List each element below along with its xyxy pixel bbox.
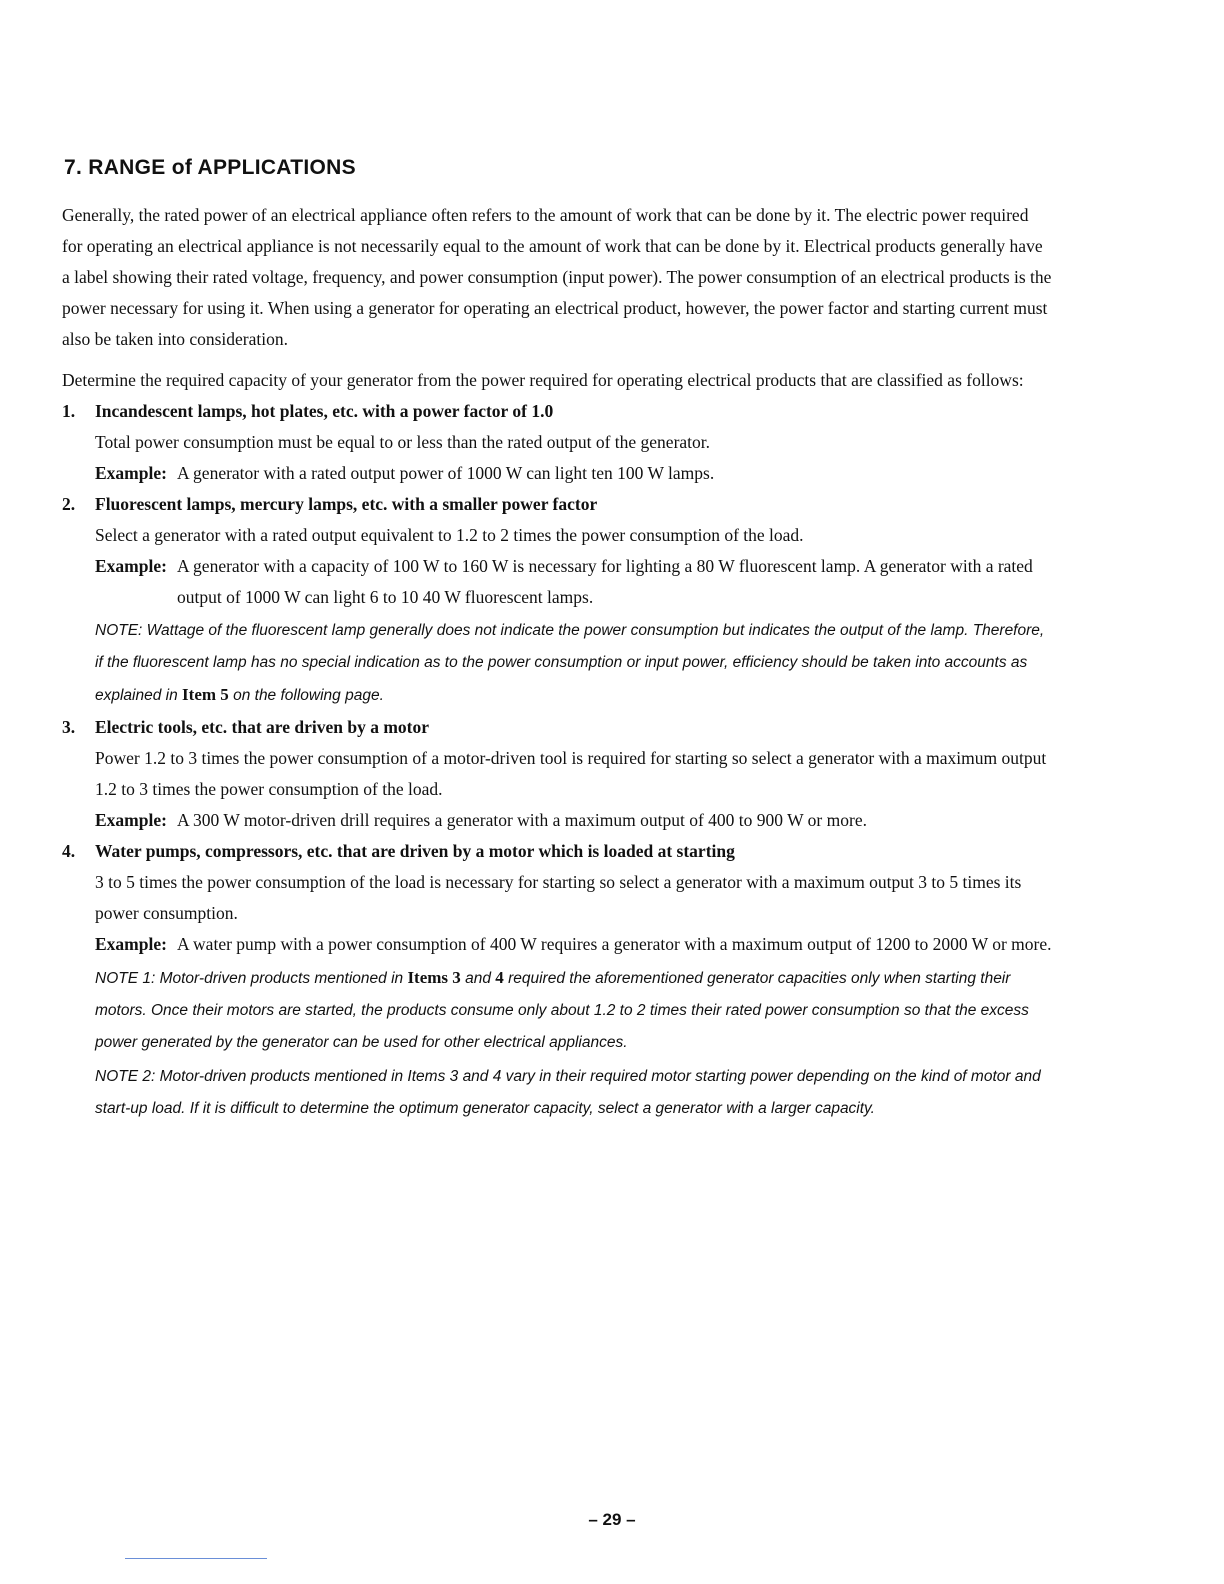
page-number: – 29 – [588,1510,636,1529]
intro-paragraph-1: Generally, the rated power of an electrical appliance often refers to the amount of work that can be done by it. The electric power required for operating an electrical appliance is not necessarily equal to the amount of work that can be done by it. Electrical products generally have a label showing their rated voltage, frequency, and power consumption (input power). The power consumption of an electrical products is the power necessary for using it. When using a generator for operating an electrical product, however, the power factor and starting current must also be taken into consideration. [62,205,1052,349]
item-heading: Incandescent lamps, hot plates, etc. with a power factor of 1.0 [95,401,554,421]
example-label: Example: [95,463,167,483]
item-text: Total power consumption must be equal to or less than the rated output of the generator. [95,432,711,452]
item-note-2: NOTE 2: Motor-driven products mentioned in Items 3 and 4 vary in their required motor starting power depending on the kind of motor and start-up load. If it is difficult to determine the optimum generator capacity, select a generator with a larger capacity. [95,1068,1041,1117]
item-example [95,551,1052,613]
note-text-tail: on the following page. [228,687,384,704]
list-item-1 [62,396,1052,489]
intro-paragraph-2: Determine the required capacity of your generator from the power required for operating electrical products that are classified as follows: [62,370,1024,390]
note-text: NOTE 1: Motor-driven products mentioned in [95,970,408,987]
item-number: 4. [62,841,76,861]
note-text-mid: and [460,970,496,987]
list-item-2 [62,489,1052,712]
item-text: Select a generator with a rated output equivalent to 1.2 to 2 times the power consumption of the load. [95,525,804,545]
item-heading: Water pumps, compressors, etc. that are driven by a motor which is loaded at starting [95,841,735,861]
note-text-tail: required the aforementioned generator capacities only when starting their motors. Once their motors are started, the products consume only about 1.2 to 2 times their rated power consumption so that the excess power generated by the generator can be used for other electrical appliances. [95,970,1029,1051]
example-text: A generator with a capacity of 100 W to 160 W is necessary for lighting a 80 W fluorescent lamp. A generator with a rated output of 1000 W can light 6 to 10 40 W fluorescent lamps. [177,556,1033,607]
item-number: 2. [62,494,76,514]
item-example [95,458,1052,489]
item-example [95,805,1052,836]
document-page [62,156,1052,1125]
footer-divider [125,1558,267,1559]
note-item-reference: Items 3 [407,968,461,987]
section-title: 7. RANGE of APPLICATIONS [64,156,356,179]
list-item-3 [62,712,1052,836]
example-text: A water pump with a power consumption of 400 W requires a generator with a maximum output of 1200 to 2000 W or more. [177,934,1052,954]
note-item-reference-2: 4 [495,968,504,987]
item-number: 3. [62,717,76,737]
item-note-1 [95,962,1052,1059]
example-text: A 300 W motor-driven drill requires a generator with a maximum output of 400 to 900 W or more. [177,810,867,830]
list-item-4 [62,836,1052,1125]
item-text: 3 to 5 times the power consumption of the load is necessary for starting so select a generator with a maximum output 3 to 5 times its power consumption. [95,872,1022,923]
item-heading: Fluorescent lamps, mercury lamps, etc. with a smaller power factor [95,494,598,514]
item-number: 1. [62,401,76,421]
example-label: Example: [95,810,167,830]
example-label: Example: [95,556,167,576]
note-text: NOTE: Wattage of the fluorescent lamp generally does not indicate the power consumption but indicates the output of the lamp. Therefore, if the fluorescent lamp has no special indication as to the power consumption or input power, efficiency should be taken into accounts as explained in [95,622,1045,704]
example-text: A generator with a rated output power of 1000 W can light ten 100 W lamps. [177,463,715,483]
example-label: Example: [95,934,167,954]
item-heading: Electric tools, etc. that are driven by a motor [95,717,430,737]
item-note [95,615,1052,712]
item-example [95,929,1052,960]
item-text: Power 1.2 to 3 times the power consumption of a motor-driven tool is required for starting so select a generator with a maximum output 1.2 to 3 times the power consumption of the load. [95,748,1047,799]
note-item-reference: Item 5 [182,685,229,704]
